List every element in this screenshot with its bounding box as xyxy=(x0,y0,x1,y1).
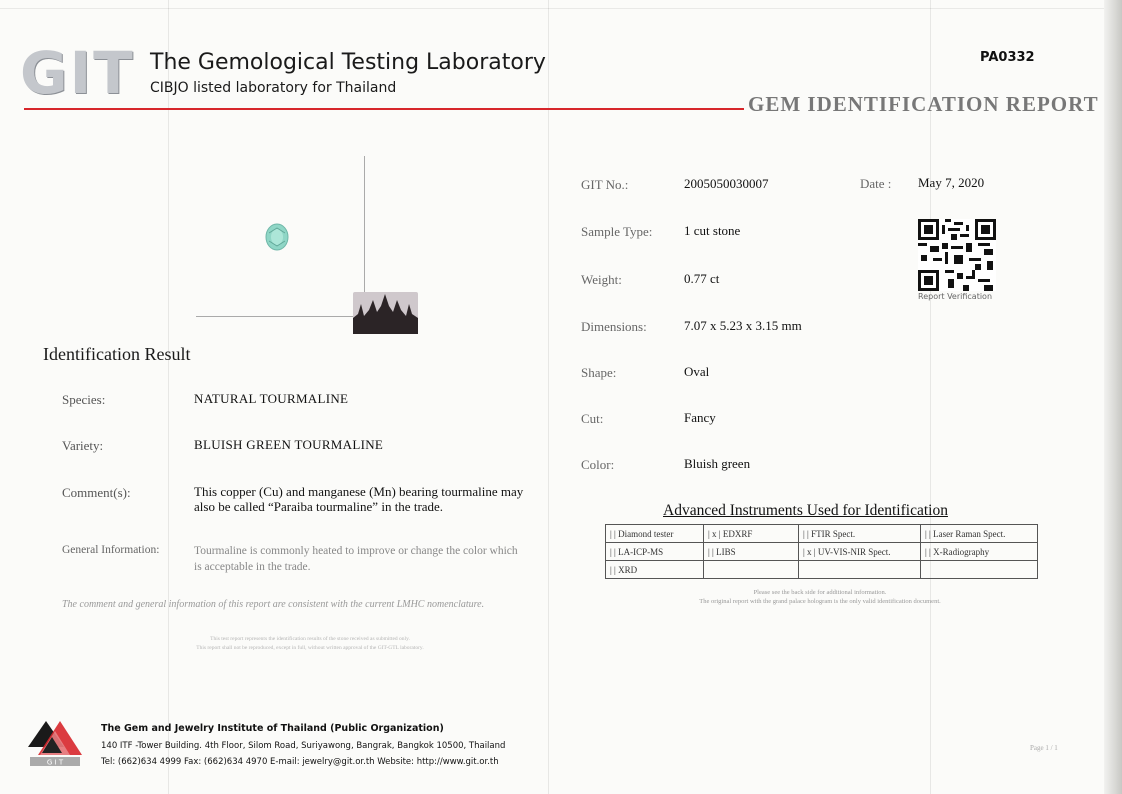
photo-guide-horizontal xyxy=(196,316,366,317)
institute-contact: Tel: (662)634 4999 Fax: (662)634 4970 E-mail: jewelry@git.or.th Website: http://www.git.or.th xyxy=(101,757,499,767)
dimensions-value: 7.07 x 5.23 x 3.15 mm xyxy=(684,318,802,333)
cut-label: Cut: xyxy=(581,411,604,426)
institute-name: The Gem and Jewelry Institute of Thailand (Public Organization) xyxy=(101,723,444,734)
nomenclature-note: The comment and general information of this report are consistent with the current LMHC nomenclature. xyxy=(62,599,485,610)
comment-label: Comment(s): xyxy=(62,485,131,500)
report-title: GEM IDENTIFICATION REPORT xyxy=(748,92,1099,116)
scan-paper-edge xyxy=(1104,0,1122,794)
scan-fold-line xyxy=(168,0,169,794)
species-label: Species: xyxy=(62,392,106,407)
species-value: NATURAL TOURMALINE xyxy=(194,391,349,406)
page-number: Page 1 / 1 xyxy=(1030,744,1058,752)
instrument-cell: | | X-Radiography xyxy=(921,543,1038,561)
header-divider xyxy=(24,108,744,110)
date-value: May 7, 2020 xyxy=(918,175,985,190)
dimensions-label: Dimensions: xyxy=(581,319,647,334)
date-label: Date : xyxy=(860,176,892,191)
table-row xyxy=(606,561,1038,579)
git-no-label: GIT No.: xyxy=(581,177,629,192)
instruments-heading: Advanced Instruments Used for Identification xyxy=(663,502,948,519)
git-institute-logo xyxy=(24,717,86,769)
instrument-cell: | x | EDXRF xyxy=(704,525,799,543)
instrument-cell: | | Diamond tester xyxy=(606,525,704,543)
shape-label: Shape: xyxy=(581,365,617,380)
grand-palace-hologram xyxy=(353,292,418,334)
fine-print: This test report represents the identification results of the stone received as submitted only. xyxy=(210,636,410,642)
weight-label: Weight: xyxy=(581,272,622,287)
instrument-cell xyxy=(799,561,921,579)
lab-subtitle: CIBJO listed laboratory for Thailand xyxy=(150,80,397,96)
instrument-cell: | | FTIR Spect. xyxy=(799,525,921,543)
institute-address: 140 ITF -Tower Building. 4th Floor, Silom Road, Suriyawong, Bangrak, Bangkok 10500, Thailand xyxy=(101,741,506,751)
weight-value: 0.77 ct xyxy=(684,271,720,286)
qr-code xyxy=(918,219,996,291)
shape-value: Oval xyxy=(684,364,710,379)
report-code: PA0332 xyxy=(980,50,1035,65)
scan-fold-line xyxy=(548,0,549,794)
cut-value: Fancy xyxy=(684,410,716,425)
color-value: Bluish green xyxy=(684,456,751,471)
identification-heading: Identification Result xyxy=(43,344,191,364)
back-side-note: Please see the back side for additional information. xyxy=(753,589,887,596)
table-row xyxy=(606,543,1038,561)
sample-type-value: 1 cut stone xyxy=(684,223,741,238)
footer-logo-text: G I T xyxy=(46,758,64,767)
variety-value: BLUISH GREEN TOURMALINE xyxy=(194,437,384,452)
instruments-table xyxy=(605,524,1038,579)
instrument-cell: | | Laser Raman Spect. xyxy=(921,525,1038,543)
table-row xyxy=(606,525,1038,543)
instrument-cell: | | LIBS xyxy=(704,543,799,561)
git-logo: GIT xyxy=(20,39,135,107)
qr-caption: Report Verification xyxy=(918,292,993,301)
instrument-cell: | | LA-ICP-MS xyxy=(606,543,704,561)
scan-fold-line xyxy=(0,8,1122,9)
instrument-cell xyxy=(704,561,799,579)
comment-value: This copper (Cu) and manganese (Mn) bearing tourmaline may also be called “Paraiba tourmaline” in the trade. xyxy=(194,484,524,514)
fine-print: This report shall not be reproduced, except in full, without written approval of the GIT-GTL laboratory. xyxy=(196,645,424,651)
sample-type-label: Sample Type: xyxy=(581,224,653,239)
gemstone-photo xyxy=(265,223,289,251)
hologram-note: The original report with the grand palace hologram is the only valid identification document. xyxy=(699,598,941,605)
instrument-cell: | | XRD xyxy=(606,561,704,579)
general-info-value: Tourmaline is commonly heated to improve or change the color which is acceptable in the trade. xyxy=(194,545,518,573)
color-label: Color: xyxy=(581,457,615,472)
lab-name: The Gemological Testing Laboratory xyxy=(150,50,546,75)
git-no-value: 2005050030007 xyxy=(684,176,769,191)
variety-label: Variety: xyxy=(62,438,104,453)
general-info-label: General Information: xyxy=(62,544,160,556)
scan-fold-line xyxy=(930,0,931,794)
instrument-cell xyxy=(921,561,1038,579)
instrument-cell: | x | UV-VIS-NIR Spect. xyxy=(799,543,921,561)
